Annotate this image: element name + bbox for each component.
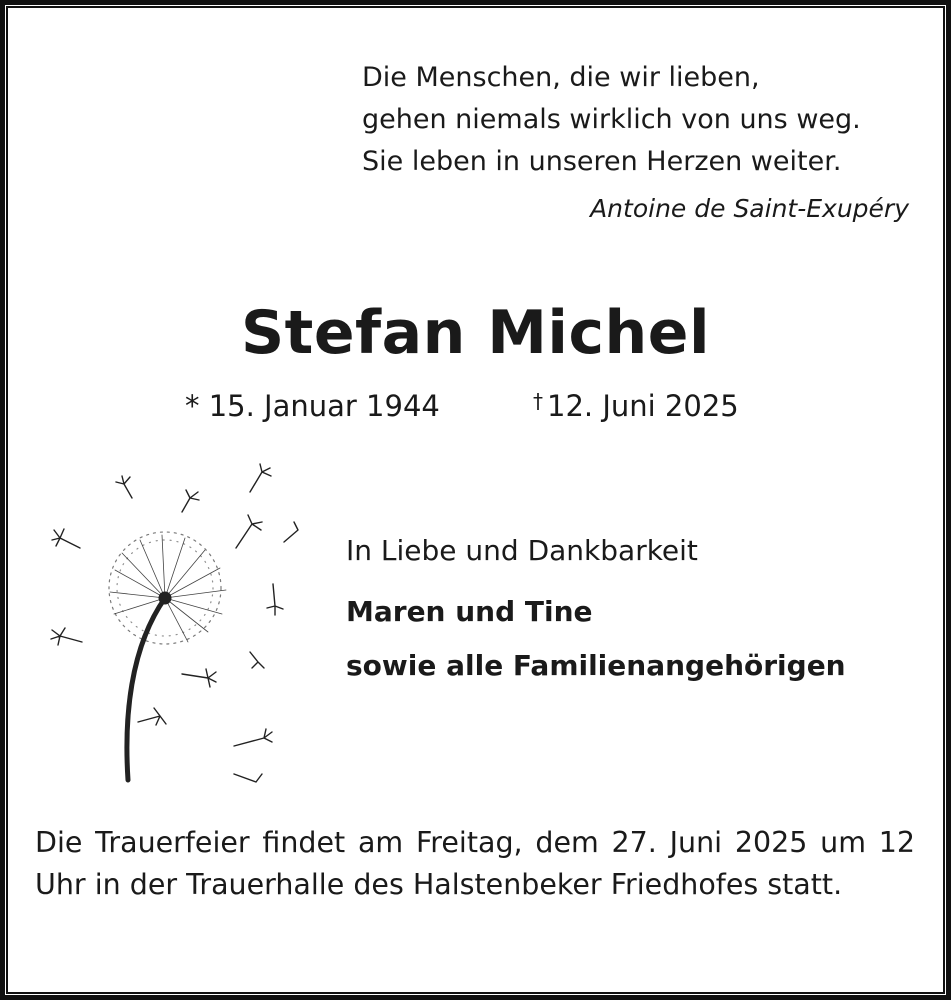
- mourners-names-line: Maren und Tine: [346, 595, 593, 628]
- funeral-notice: Die Trauerfeier findet am Freitag, dem 27. Juni 2025 um 12 Uhr in der Trauerhalle des Halstenbeker Friedhofes statt.: [35, 826, 915, 901]
- death-date: 12. Juni 2025: [547, 389, 739, 423]
- quote: [362, 57, 861, 183]
- dandelion-icon: [40, 458, 300, 788]
- mourners-intro: In Liebe und Dankbarkeit: [346, 534, 698, 567]
- quote-line: Sie leben in unseren Herzen weiter.: [362, 146, 842, 177]
- quote-author: Antoine de Saint-Exupéry: [590, 194, 909, 223]
- deceased-name: Stefan Michel: [240, 298, 711, 368]
- quote-line: Die Menschen, die wir lieben,: [362, 62, 760, 93]
- birth-date: * 15. Januar 1944: [185, 389, 440, 423]
- mourners-block: [346, 529, 846, 693]
- quote-line: gehen niemals wirklich von uns weg.: [362, 104, 861, 135]
- mourners-names: [346, 585, 846, 693]
- death-date-block: [533, 389, 739, 423]
- cross-symbol: †: [533, 389, 543, 413]
- mourners-names-line: sowie alle Familienangehörigen: [346, 649, 846, 682]
